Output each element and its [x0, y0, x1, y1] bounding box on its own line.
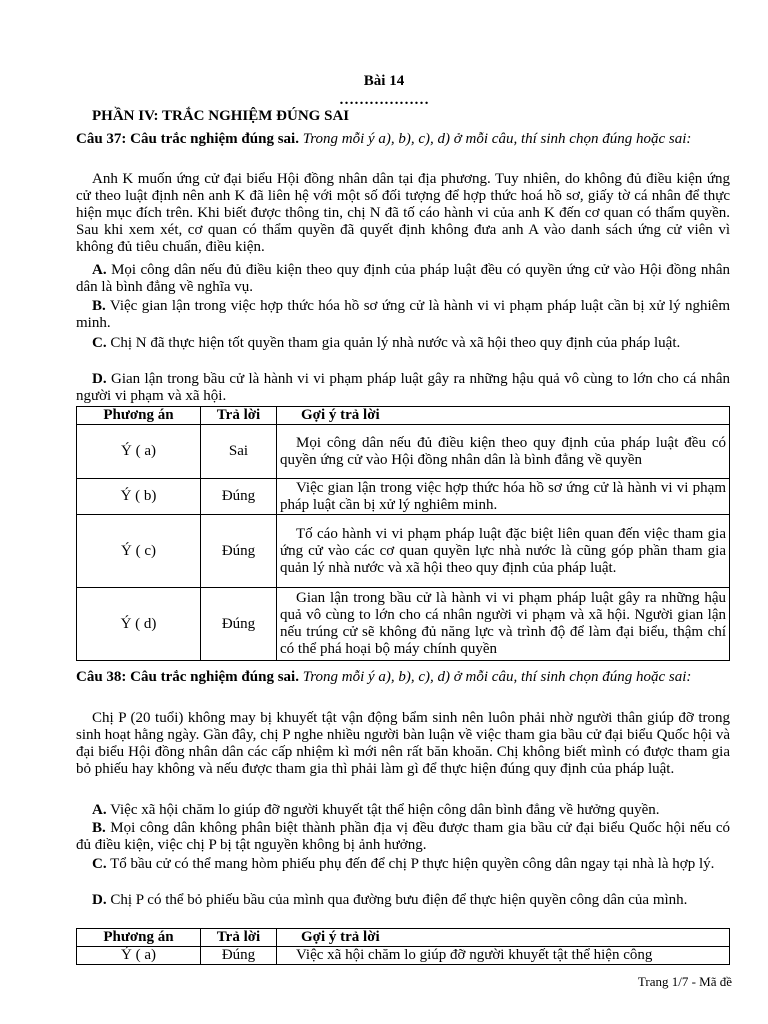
q37-option-a: A. Mọi công dân nếu đủ điều kiện theo quy định của pháp luật đều có quyền ứng cử vào Hội đồng nhân dân là bình đẳng về nghĩa vụ.: [76, 262, 731, 295]
q38-option-c: C. Tổ bầu cử có thể mang hòm phiếu phụ đến để chị P thực hiện quyền công dân ngay tại nhà là hợp lý.: [92, 856, 715, 872]
q38-passage: Chị P (20 tuổi) không may bị khuyết tật vận động bẩm sinh nên luôn phải nhờ người thân giúp đỡ trong sinh hoạt hằng ngày. Gần đây, chị P nghe nhiều người bàn luận về việc tham gia bầu cử đại biểu Quốc hội và đại biểu Hội đồng nhân dân các cấp nhiệm kì mới nên rất băn khoăn. Chị không biết mình có được tham gia bỏ phiếu hay không và nếu được tham gia thì phải làm gì để thực hiện đúng quy định của pháp luật.: [76, 710, 730, 777]
q37-option-d: D. Gian lận trong bầu cử là hành vi vi phạm pháp luật gây ra những hậu quả vô cùng to lớn cho cá nhân người vi phạm và xã hội.: [76, 371, 730, 404]
q37-option-c: C. Chị N đã thực hiện tốt quyền tham gia quản lý nhà nước và xã hội theo quy định của pháp luật.: [92, 335, 681, 351]
table-row: [77, 588, 730, 661]
hint-cell: Việc gian lận trong việc hợp thức hóa hồ sơ ứng cử là hành vi vi phạm pháp luật cần bị xử lý nghiêm minh.: [277, 479, 730, 515]
option-cell: Ý ( c): [77, 515, 201, 588]
answer-cell: Đúng: [201, 479, 277, 515]
q38-answer-table: [76, 928, 730, 965]
header-cell: Trả lời: [201, 929, 277, 947]
table-row: [77, 947, 730, 965]
answer-cell: Sai: [201, 425, 277, 479]
option-cell: Ý ( a): [77, 425, 201, 479]
hint-cell: Gian lận trong bầu cử là hành vi vi phạm pháp luật gây ra những hậu quả vô cùng to lớn cho cá nhân người vi phạm và xã hội. Người gian lận nếu trúng cử sẽ không đủ năng lực và trình độ để làm đại biểu, thậm chí có thể phá hoại bộ máy chính quyền: [277, 588, 730, 661]
hint-cell: Tố cáo hành vi vi phạm pháp luật đặc biệt liên quan đến việc tham gia ứng cử vào các cơ quan quyền lực nhà nước là cũng góp phần tham gia quản lý nhà nước và xã hội theo quy định của pháp luật.: [277, 515, 730, 588]
option-cell: Ý ( b): [77, 479, 201, 515]
hint-cell: Mọi công dân nếu đủ điều kiện theo quy định của pháp luật đều có quyền ứng cử vào Hội đồng nhân dân là bình đẳng về quyền: [277, 425, 730, 479]
hint-cell: Việc xã hội chăm lo giúp đỡ người khuyết tật thể hiện công: [277, 947, 730, 965]
header-cell: Gợi ý trả lời: [277, 407, 730, 425]
q38-option-b: B. Mọi công dân không phân biệt thành phần địa vị đều được tham gia bầu cử đại biểu Quốc hội nếu có đủ điều kiện, việc chị P bị tật nguyền không bị ảnh hưởng.: [76, 820, 730, 853]
header-cell: Phương án: [77, 929, 201, 947]
header-cell: Phương án: [77, 407, 201, 425]
table-row: [77, 479, 730, 515]
answer-cell: Đúng: [201, 515, 277, 588]
lesson-title: Bài 14: [363, 73, 405, 89]
title-dots: ………………: [339, 92, 429, 108]
table-header-row: [77, 929, 730, 947]
page-footer: Trang 1/7 - Mã đề: [637, 974, 732, 989]
answer-cell: Đúng: [201, 588, 277, 661]
header-cell: Trả lời: [201, 407, 277, 425]
q37-passage: Anh K muốn ứng cử đại biểu Hội đồng nhân dân tại địa phương. Tuy nhiên, do không đủ điều kiện ứng cử theo luật định nên anh K đã liên hệ với một số đối tượng để hợp thức hoá hồ sơ, giấy tờ cá nhân để thực hiện mục đích trên. Khi biết được thông tin, chị N đã tố cáo hành vi của anh K đến cơ quan có thẩm quyền. Sau khi xem xét, cơ quan có thẩm quyền đã quyết định không đưa anh A vào danh sách ứng cử viên vì không đủ tiêu chuẩn, điều kiện.: [76, 171, 730, 255]
q37-answer-table: [76, 406, 730, 661]
table-header-row: [77, 407, 730, 425]
q37-option-b: B. Việc gian lận trong việc hợp thức hóa hồ sơ ứng cử là hành vi vi phạm pháp luật cần bị xử lý nghiêm minh.: [76, 298, 730, 331]
table-row: [77, 425, 730, 479]
option-cell: Ý ( a): [77, 947, 201, 965]
header-cell: Gợi ý trả lời: [277, 929, 730, 947]
q38-option-a: A. Việc xã hội chăm lo giúp đỡ người khuyết tật thể hiện công dân bình đẳng về hưởng quyền.: [92, 802, 660, 818]
option-cell: Ý ( d): [77, 588, 201, 661]
section-heading: PHẦN IV: TRẮC NGHIỆM ĐÚNG SAI: [92, 108, 350, 124]
table-row: [77, 515, 730, 588]
answer-cell: Đúng: [201, 947, 277, 965]
q38-heading: Câu 38: Câu trắc nghiệm đúng sai. Trong mỗi ý a), b), c), d) ở mỗi câu, thí sinh chọn đúng hoặc sai:: [76, 669, 692, 685]
q38-option-d: D. Chị P có thể bỏ phiếu bầu của mình qua đường bưu điện để thực hiện quyền công dân của mình.: [92, 892, 688, 908]
q37-heading: Câu 37: Câu trắc nghiệm đúng sai. Trong mỗi ý a), b), c), d) ở mỗi câu, thí sinh chọn đúng hoặc sai:: [76, 131, 692, 147]
